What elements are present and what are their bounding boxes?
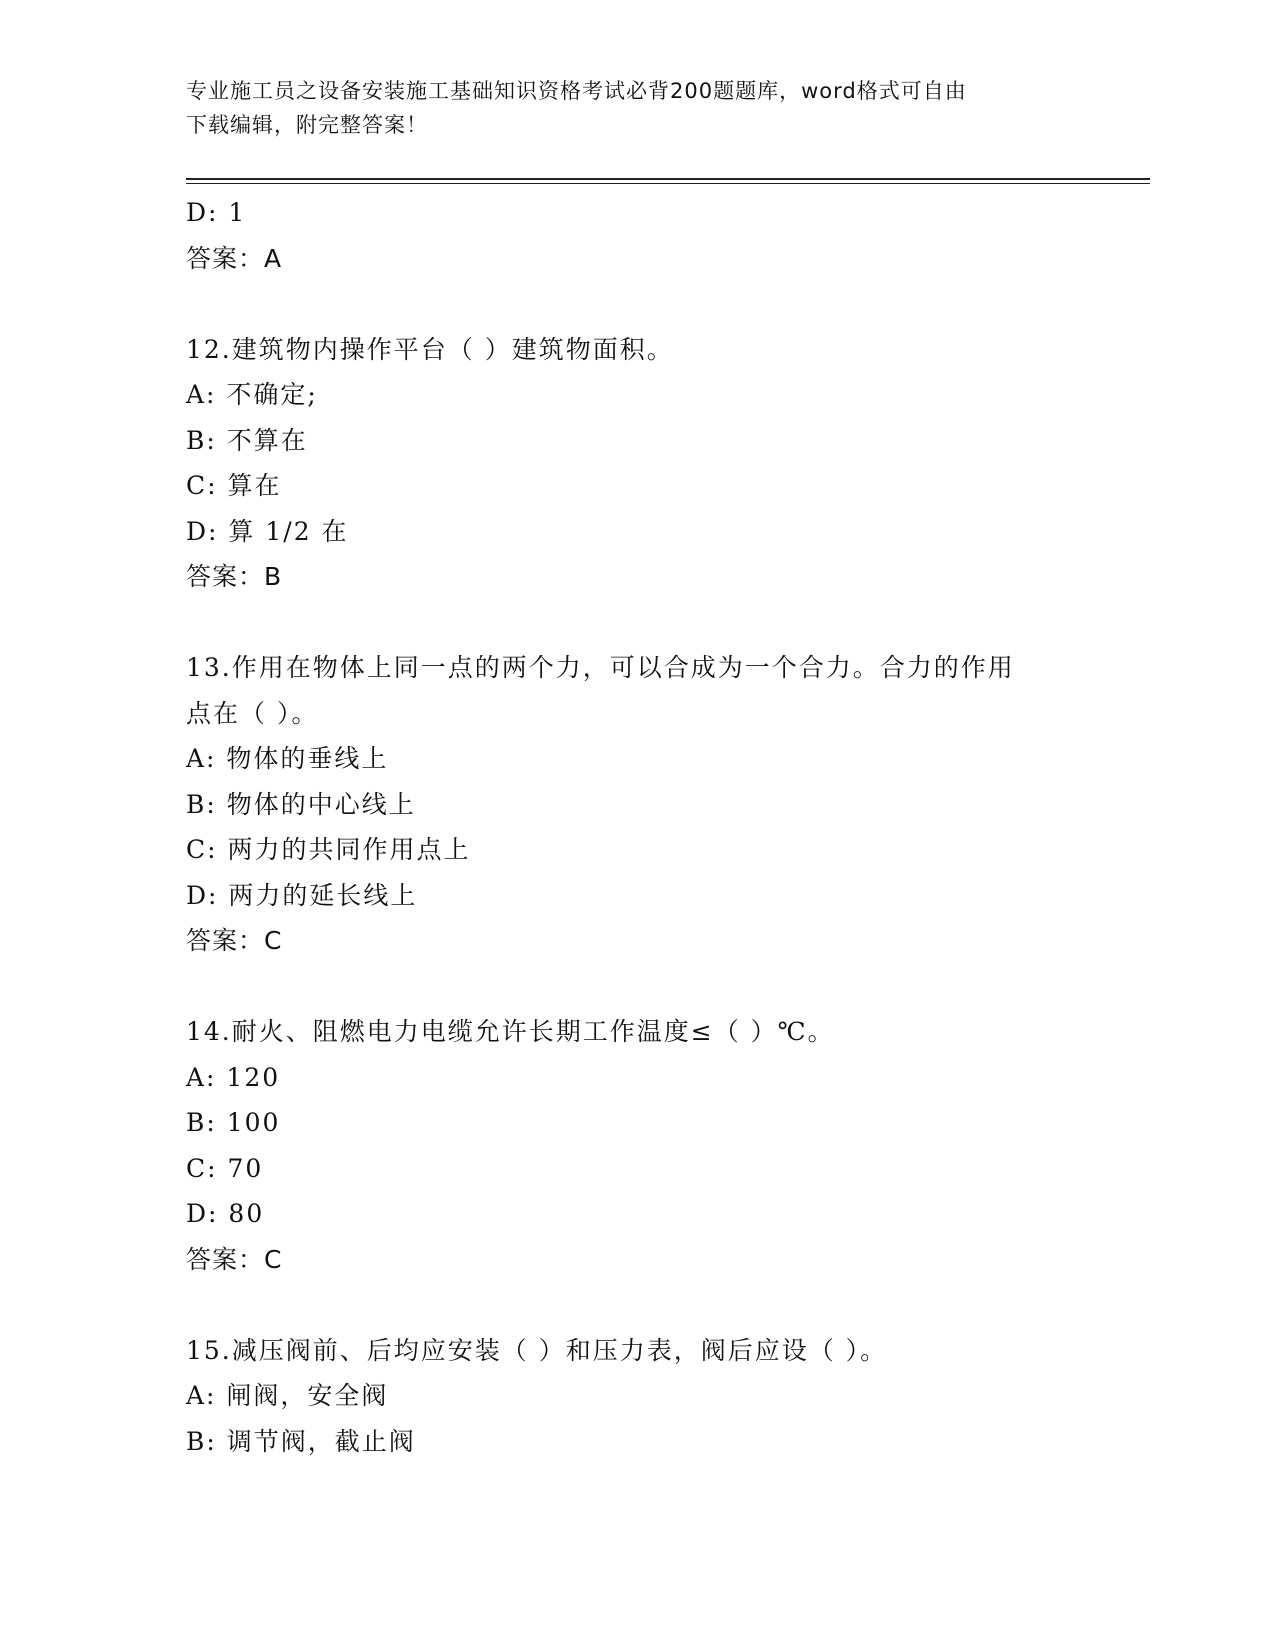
option-d: D: 1 xyxy=(186,198,247,227)
question-15 xyxy=(186,1328,1086,1465)
question-12 xyxy=(186,327,1086,600)
question-stem: 15.减压阀前、后均应安装（ ）和压力表，阀后应设（ ）。 xyxy=(186,1335,888,1365)
header-divider-thick xyxy=(186,178,1150,180)
option-b: B: 物体的中心线上 xyxy=(186,789,416,819)
answer-line: 答案：C xyxy=(186,926,283,955)
option-a: A: 物体的垂线上 xyxy=(186,744,389,773)
question-stem-continued: 点在（ ）。 xyxy=(186,698,319,728)
question-stem: 12.建筑物内操作平台（ ）建筑物面积。 xyxy=(186,334,674,364)
option-c: C: 算在 xyxy=(186,471,282,500)
option-a: A: 不确定; xyxy=(186,380,318,409)
question-14 xyxy=(186,1009,1086,1282)
answer-line: 答案：C xyxy=(186,1244,283,1274)
document-header xyxy=(186,74,1066,142)
option-d: D: 算 1/2 在 xyxy=(186,516,349,546)
option-b: B: 100 xyxy=(186,1108,281,1137)
answer-line: 答案：B xyxy=(186,562,283,591)
option-c: C: 70 xyxy=(186,1153,264,1183)
header-line-2: 下载编辑，附完整答案！ xyxy=(186,113,428,137)
option-d: D: 两力的延长线上 xyxy=(186,880,418,910)
question-stem: 14.耐火、阻燃电力电缆允许长期工作温度≤（ ）℃。 xyxy=(186,1017,835,1046)
answer-line: 答案：A xyxy=(186,243,283,273)
option-b: B: 不算在 xyxy=(186,425,308,455)
header-divider-thin xyxy=(186,183,1150,184)
question-11-tail xyxy=(186,190,1086,281)
option-a: A: 闸阀，安全阀 xyxy=(186,1381,389,1410)
option-d: D: 80 xyxy=(186,1199,265,1228)
question-stem: 13.作用在物体上同一点的两个力，可以合成为一个合力。合力的作用 xyxy=(186,653,1015,682)
question-list xyxy=(186,190,1086,1464)
option-b: B: 调节阀，截止阀 xyxy=(186,1426,416,1456)
option-c: C: 两力的共同作用点上 xyxy=(186,835,471,864)
option-a: A: 120 xyxy=(186,1062,281,1092)
question-13 xyxy=(186,645,1086,964)
header-line-1: 专业施工员之设备安装施工基础知识资格考试必背200题题库，word格式可自由 xyxy=(186,79,967,103)
